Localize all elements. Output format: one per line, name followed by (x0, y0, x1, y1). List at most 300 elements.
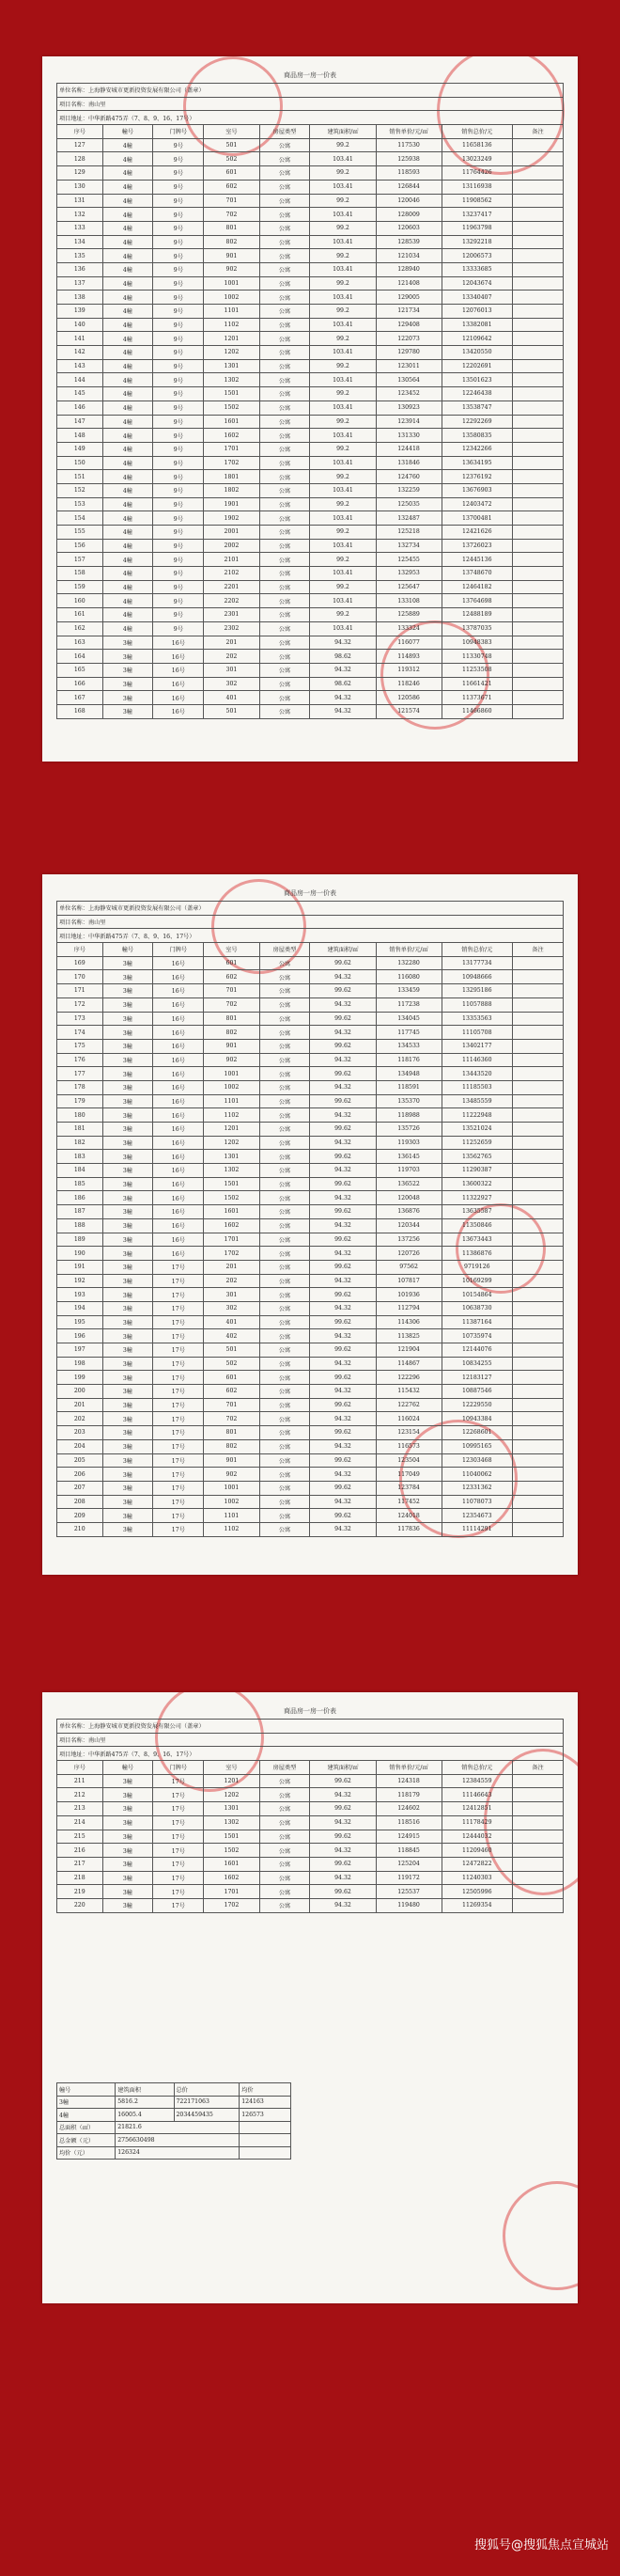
table-cell: 17号 (153, 1830, 204, 1844)
table-cell: 9号 (153, 194, 204, 208)
table-row (57, 1067, 564, 1081)
table-cell: 3幢 (102, 1012, 153, 1026)
table-cell: 公寓 (259, 1871, 310, 1885)
table-row (57, 166, 564, 181)
table-cell: 1601 (204, 1857, 259, 1871)
table-cell (513, 166, 564, 181)
table-cell: 801 (204, 221, 259, 235)
table-cell (513, 650, 564, 664)
table-cell: 12006573 (442, 249, 512, 263)
table-cell: 3幢 (102, 1522, 153, 1536)
table-cell: 130 (57, 180, 103, 194)
column-header: 幢号 (102, 943, 153, 957)
table-cell (513, 318, 564, 332)
table-cell: 16号 (153, 1247, 204, 1261)
table-cell: 201 (204, 1260, 259, 1274)
table-cell (513, 1788, 564, 1802)
table-row (57, 262, 564, 276)
table-cell: 187 (57, 1205, 103, 1219)
table-cell (513, 663, 564, 677)
table-cell: 99.2 (310, 415, 376, 429)
table-cell: 99.62 (310, 1802, 376, 1816)
table-cell: 13237417 (442, 208, 512, 222)
table-cell: 501 (204, 1343, 259, 1358)
price-sheet-page-3 (42, 1692, 578, 2303)
table-row (57, 346, 564, 360)
table-cell (513, 1357, 564, 1371)
table-cell: 4幢 (102, 249, 153, 263)
table-row (57, 1509, 564, 1523)
column-header-row (57, 125, 564, 139)
table-cell: 11373671 (442, 691, 512, 705)
table-cell: 公寓 (259, 1522, 310, 1536)
table-cell: 公寓 (259, 194, 310, 208)
column-header-row (57, 1761, 564, 1775)
table-cell: 3幢 (102, 1164, 153, 1178)
table-cell: 13600322 (442, 1177, 512, 1191)
table-cell (513, 1067, 564, 1081)
table-cell: 1002 (204, 1080, 259, 1094)
table-cell: 3幢 (102, 1844, 153, 1858)
table-cell: 10169299 (442, 1274, 512, 1288)
table-cell: 125218 (376, 526, 442, 540)
table-cell: 9号 (153, 152, 204, 166)
table-row (57, 249, 564, 263)
table-cell: 12144076 (442, 1343, 512, 1358)
table-cell: 公寓 (259, 691, 310, 705)
table-row (57, 1053, 564, 1067)
table-cell: 1101 (204, 1509, 259, 1523)
table-cell: 99.62 (310, 1343, 376, 1358)
table-cell: 134 (57, 235, 103, 249)
table-cell: 3幢 (102, 1509, 153, 1523)
table-cell: 2034459435 (174, 2109, 240, 2122)
table-cell: 4幢 (102, 346, 153, 360)
table-cell: 公寓 (259, 166, 310, 181)
table-cell: 16号 (153, 1094, 204, 1108)
table-cell: 128009 (376, 208, 442, 222)
table-cell: 103.41 (310, 539, 376, 553)
table-cell (513, 526, 564, 540)
table-cell: 136522 (376, 1177, 442, 1191)
table-cell: 117745 (376, 1026, 442, 1040)
table-cell: 99.2 (310, 526, 376, 540)
table-cell: 1602 (204, 1871, 259, 1885)
table-row (57, 456, 564, 470)
table-cell: 13764698 (442, 594, 512, 608)
table-row (57, 373, 564, 387)
table-cell (513, 1844, 564, 1858)
table-cell: 4幢 (102, 580, 153, 594)
table-row (57, 1468, 564, 1482)
table-cell: 9号 (153, 401, 204, 415)
table-cell: 94.32 (310, 1053, 376, 1067)
table-cell (513, 1439, 564, 1453)
table-cell: 21821.6 (116, 2121, 240, 2134)
table-cell: 167 (57, 691, 103, 705)
table-cell: 2201 (204, 580, 259, 594)
table-cell: 公寓 (259, 497, 310, 511)
table-row (57, 553, 564, 567)
table-cell: 122296 (376, 1371, 442, 1385)
table-cell: 17号 (153, 1774, 204, 1788)
table-row (57, 970, 564, 984)
table-cell: 215 (57, 1830, 103, 1844)
table-cell: 9号 (153, 553, 204, 567)
table-cell: 197 (57, 1343, 103, 1358)
table-cell: 4幢 (102, 497, 153, 511)
price-table (56, 901, 564, 1537)
table-cell: 4幢 (102, 276, 153, 291)
table-cell: 公寓 (259, 1233, 310, 1247)
table-cell: 12412851 (442, 1802, 512, 1816)
table-cell: 124163 (240, 2096, 291, 2109)
table-cell: 1701 (204, 1885, 259, 1899)
table-cell: 118176 (376, 1053, 442, 1067)
table-cell: 185 (57, 1177, 103, 1191)
summary-table (56, 2082, 291, 2160)
table-row (57, 704, 564, 718)
table-cell: 公寓 (259, 1398, 310, 1412)
table-cell: 99.62 (310, 1426, 376, 1440)
table-cell (513, 1385, 564, 1399)
table-cell (513, 1343, 564, 1358)
table-cell: 120344 (376, 1218, 442, 1233)
table-cell: 公寓 (259, 539, 310, 553)
table-cell: 3幢 (102, 1468, 153, 1482)
table-cell: 9号 (153, 138, 204, 152)
table-cell: 119703 (376, 1164, 442, 1178)
table-cell: 125889 (376, 608, 442, 622)
table-cell: 12488189 (442, 608, 512, 622)
table-cell: 公寓 (259, 650, 310, 664)
table-row (57, 1398, 564, 1412)
table-cell: 17号 (153, 1871, 204, 1885)
table-cell: 公寓 (259, 594, 310, 608)
table-cell: 184 (57, 1164, 103, 1178)
table-cell: 1602 (204, 1218, 259, 1233)
table-cell: 3幢 (102, 997, 153, 1012)
table-cell: 212 (57, 1788, 103, 1802)
table-row (57, 1481, 564, 1495)
table-cell: 118246 (376, 677, 442, 691)
table-cell: 207 (57, 1481, 103, 1495)
table-cell: 119303 (376, 1136, 442, 1150)
table-cell: 11661421 (442, 677, 512, 691)
table-cell: 136145 (376, 1150, 442, 1164)
table-cell: 501 (204, 138, 259, 152)
table-cell: 3幢 (102, 1123, 153, 1137)
table-cell: 11386876 (442, 1247, 512, 1261)
table-cell: 11269354 (442, 1898, 512, 1912)
table-cell: 公寓 (259, 1274, 310, 1288)
table-cell: 17号 (153, 1815, 204, 1830)
column-header: 建筑面积/㎡ (310, 1761, 376, 1775)
table-cell: 9号 (153, 608, 204, 622)
table-cell (513, 1164, 564, 1178)
table-cell: 11658136 (442, 138, 512, 152)
table-cell: 116077 (376, 636, 442, 650)
table-cell: 4幢 (102, 305, 153, 319)
table-row (57, 1233, 564, 1247)
table-cell: 公寓 (259, 1509, 310, 1523)
table-cell (513, 1218, 564, 1233)
table-cell: 191 (57, 1260, 103, 1274)
table-cell: 公寓 (259, 1039, 310, 1053)
table-cell: 4幢 (102, 221, 153, 235)
price-table (56, 1719, 564, 1913)
table-cell: 2756630498 (116, 2134, 240, 2147)
table-cell: 132280 (376, 956, 442, 970)
table-cell: 3幢 (102, 1315, 153, 1329)
table-cell: 94.32 (310, 1871, 376, 1885)
table-cell: 公寓 (259, 1371, 310, 1385)
table-cell (513, 1053, 564, 1067)
table-cell: 209 (57, 1509, 103, 1523)
table-cell: 126324 (116, 2146, 240, 2160)
table-cell: 9号 (153, 526, 204, 540)
table-cell: 124760 (376, 470, 442, 484)
table-cell: 1502 (204, 401, 259, 415)
table-row (57, 497, 564, 511)
table-cell: 3幢 (102, 1218, 153, 1233)
table-cell: 902 (204, 262, 259, 276)
table-row (57, 1898, 564, 1912)
table-cell: 117238 (376, 997, 442, 1012)
table-cell: 123784 (376, 1481, 442, 1495)
table-cell: 198 (57, 1357, 103, 1371)
column-header: 销售单价/元/㎡ (376, 943, 442, 957)
column-header: 序号 (57, 125, 103, 139)
table-cell: 17号 (153, 1468, 204, 1482)
table-cell: 1701 (204, 442, 259, 456)
table-cell: 公寓 (259, 415, 310, 429)
table-cell: 4幢 (102, 332, 153, 346)
table-cell (513, 567, 564, 581)
table-cell: 168 (57, 704, 103, 718)
table-cell: 2102 (204, 567, 259, 581)
table-row (57, 1094, 564, 1108)
table-cell: 公寓 (259, 984, 310, 998)
table-cell: 147 (57, 415, 103, 429)
table-cell: 9号 (153, 208, 204, 222)
table-cell: 13673443 (442, 1233, 512, 1247)
table-row (57, 152, 564, 166)
table-cell: 17号 (153, 1898, 204, 1912)
table-cell: 公寓 (259, 1012, 310, 1026)
table-cell: 公寓 (259, 1830, 310, 1844)
table-cell: 1002 (204, 291, 259, 305)
table-cell: 1502 (204, 1844, 259, 1858)
table-cell: 16号 (153, 650, 204, 664)
table-cell: 12342266 (442, 442, 512, 456)
table-cell: 4幢 (57, 2109, 116, 2122)
table-cell: 13787035 (442, 621, 512, 636)
table-cell: 17号 (153, 1453, 204, 1468)
table-cell: 17号 (153, 1412, 204, 1426)
table-cell: 3幢 (102, 1136, 153, 1150)
table-cell: 98.62 (310, 677, 376, 691)
table-cell: 94.32 (310, 1247, 376, 1261)
table-cell: 902 (204, 1053, 259, 1067)
table-row (57, 1439, 564, 1453)
table-cell: 公寓 (259, 704, 310, 718)
table-cell (513, 1426, 564, 1440)
table-cell: 99.2 (310, 359, 376, 373)
table-cell: 公寓 (259, 208, 310, 222)
table-cell: 3幢 (102, 1274, 153, 1288)
table-cell: 17号 (153, 1481, 204, 1495)
table-row (57, 1260, 564, 1274)
table-row (57, 208, 564, 222)
table-cell: 1101 (204, 1094, 259, 1108)
table-cell: 160 (57, 594, 103, 608)
table-cell: 214 (57, 1815, 103, 1830)
table-row (57, 1274, 564, 1288)
table-cell: 9号 (153, 470, 204, 484)
table-row (57, 305, 564, 319)
table-cell: 公寓 (259, 1802, 310, 1816)
table-cell: 10154864 (442, 1288, 512, 1302)
table-cell: 157 (57, 553, 103, 567)
table-cell: 701 (204, 984, 259, 998)
table-cell: 11240303 (442, 1871, 512, 1885)
column-header: 房屋类型 (259, 1761, 310, 1775)
table-cell: 99.62 (310, 1453, 376, 1468)
table-cell: 9号 (153, 180, 204, 194)
table-row (57, 483, 564, 497)
table-cell: 206 (57, 1468, 103, 1482)
table-cell: 3幢 (102, 1343, 153, 1358)
table-cell: 94.32 (310, 1468, 376, 1482)
table-cell: 公寓 (259, 1191, 310, 1205)
table-cell: 5816.2 (116, 2096, 174, 2109)
table-cell: 10943384 (442, 1412, 512, 1426)
table-cell: 103.41 (310, 318, 376, 332)
table-cell: 146 (57, 401, 103, 415)
table-cell: 1501 (204, 1177, 259, 1191)
table-cell: 163 (57, 636, 103, 650)
table-cell: 162 (57, 621, 103, 636)
table-cell: 94.32 (310, 1274, 376, 1288)
table-cell: 123011 (376, 359, 442, 373)
table-cell (513, 970, 564, 984)
table-cell (513, 539, 564, 553)
table-cell: 16号 (153, 691, 204, 705)
table-cell: 3幢 (102, 1481, 153, 1495)
table-row (57, 1315, 564, 1329)
table-cell: 9号 (153, 387, 204, 401)
table-cell: 公寓 (259, 567, 310, 581)
table-cell (513, 332, 564, 346)
table-cell: 99.62 (310, 1039, 376, 1053)
table-cell: 3幢 (102, 1815, 153, 1830)
table-cell: 164 (57, 650, 103, 664)
table-cell: 9号 (153, 456, 204, 470)
summary-total-row (57, 2121, 291, 2134)
table-cell: 公寓 (259, 1177, 310, 1191)
table-cell: 3幢 (102, 1357, 153, 1371)
table-cell: 10995165 (442, 1439, 512, 1453)
table-cell: 1302 (204, 1164, 259, 1178)
table-cell: 12376192 (442, 470, 512, 484)
table-cell: 公寓 (259, 526, 310, 540)
table-cell: 103.41 (310, 511, 376, 526)
table-cell: 94.32 (310, 1439, 376, 1453)
table-cell: 13420550 (442, 346, 512, 360)
table-cell: 94.32 (310, 1357, 376, 1371)
table-cell: 3幢 (102, 984, 153, 998)
table-row (57, 1039, 564, 1053)
table-cell: 4幢 (102, 456, 153, 470)
summary-total-row (57, 2146, 291, 2160)
column-header: 门牌号 (153, 943, 204, 957)
table-cell: 1302 (204, 1815, 259, 1830)
table-cell: 3幢 (102, 1371, 153, 1385)
table-cell: 11222948 (442, 1108, 512, 1123)
table-cell: 16号 (153, 677, 204, 691)
table-cell: 均价（元） (57, 2146, 116, 2160)
table-cell: 103.41 (310, 346, 376, 360)
table-cell: 171 (57, 984, 103, 998)
table-row (57, 1205, 564, 1219)
table-cell: 122073 (376, 332, 442, 346)
table-cell: 9号 (153, 221, 204, 235)
table-cell (240, 2146, 291, 2160)
table-cell: 9号 (153, 442, 204, 456)
table-cell: 1202 (204, 1136, 259, 1150)
table-cell: 12421626 (442, 526, 512, 540)
table-cell: 94.32 (310, 691, 376, 705)
table-cell: 17号 (153, 1802, 204, 1816)
table-cell: 16号 (153, 1012, 204, 1026)
table-row (57, 1871, 564, 1885)
table-cell (513, 1412, 564, 1426)
table-cell: 9号 (153, 318, 204, 332)
table-row (57, 636, 564, 650)
table-cell (513, 1012, 564, 1026)
table-cell: 3幢 (102, 1247, 153, 1261)
table-cell: 115432 (376, 1385, 442, 1399)
table-cell: 128 (57, 152, 103, 166)
table-cell: 16号 (153, 1177, 204, 1191)
table-cell: 121408 (376, 276, 442, 291)
table-cell: 12183127 (442, 1371, 512, 1385)
table-cell: 17号 (153, 1509, 204, 1523)
table-cell: 1101 (204, 305, 259, 319)
table-cell: 公寓 (259, 1123, 310, 1137)
column-header: 备注 (513, 125, 564, 139)
table-cell (513, 1260, 564, 1274)
table-cell: 公寓 (259, 1453, 310, 1468)
table-cell: 4幢 (102, 621, 153, 636)
table-cell: 94.32 (310, 1495, 376, 1509)
table-cell: 4幢 (102, 526, 153, 540)
table-cell: 公寓 (259, 442, 310, 456)
table-row (57, 594, 564, 608)
table-cell: 16号 (153, 636, 204, 650)
table-cell: 195 (57, 1315, 103, 1329)
column-header: 幢号 (102, 125, 153, 139)
table-cell (240, 2121, 291, 2134)
table-cell: 176 (57, 1053, 103, 1067)
table-cell: 702 (204, 1412, 259, 1426)
table-cell: 3幢 (102, 1857, 153, 1871)
table-cell: 13562765 (442, 1150, 512, 1164)
table-cell: 9号 (153, 539, 204, 553)
table-cell: 130923 (376, 401, 442, 415)
table-cell (513, 1315, 564, 1329)
